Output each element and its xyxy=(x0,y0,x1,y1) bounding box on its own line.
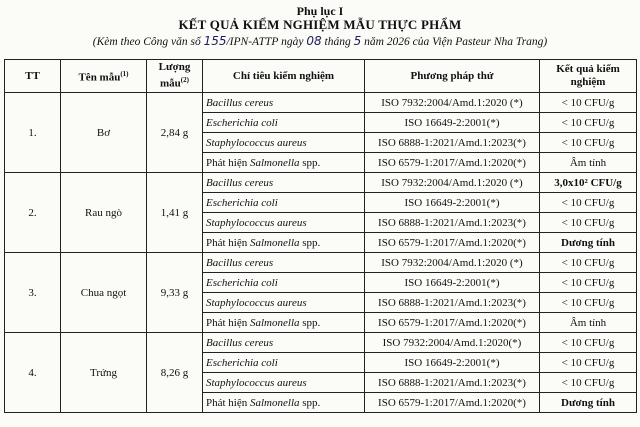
test-result: < 10 CFU/g xyxy=(540,273,637,293)
test-indicator xyxy=(203,153,365,173)
document-title: KẾT QUẢ KIỂM NGHIỆM MẪU THỰC PHẨM xyxy=(178,17,462,32)
organism-name: Bacillus cereus xyxy=(206,176,274,189)
test-indicator xyxy=(203,373,365,393)
test-indicator xyxy=(203,173,365,193)
test-result: < 10 CFU/g xyxy=(540,333,637,353)
col-header-method: Phương pháp thử xyxy=(365,60,540,93)
test-indicator xyxy=(203,253,365,273)
indicator-prefix: Phát hiện xyxy=(206,396,250,409)
table-row xyxy=(5,173,637,193)
organism-name: Staphylococcus aureus xyxy=(206,376,307,389)
test-indicator xyxy=(203,133,365,153)
test-result: Dương tính xyxy=(540,233,637,253)
test-result: < 10 CFU/g xyxy=(540,213,637,233)
test-method: ISO 6579-1:2017/Amd.1:2020(*) xyxy=(365,313,540,333)
organism-name: Escherichia coli xyxy=(206,196,278,209)
sample-name: Rau ngò xyxy=(61,173,147,253)
test-method: ISO 7932:2004/Amd.1:2020 (*) xyxy=(365,253,540,273)
organism-name: Staphylococcus aureus xyxy=(206,136,307,149)
test-result: Âm tính xyxy=(540,313,637,333)
month-label: tháng xyxy=(324,36,351,48)
sample-weight: 1,41 g xyxy=(147,173,203,253)
sample-weight: 2,84 g xyxy=(147,93,203,173)
test-result: Dương tính xyxy=(540,393,637,413)
test-method: ISO 16649-2:2001(*) xyxy=(365,273,540,293)
sample-name: Trứng xyxy=(61,333,147,413)
results-table xyxy=(4,59,637,413)
test-result: < 10 CFU/g xyxy=(540,353,637,373)
test-method: ISO 6888-1:2021/Amd.1:2023(*) xyxy=(365,213,540,233)
organism-name: Escherichia coli xyxy=(206,356,278,369)
organism-name: Escherichia coli xyxy=(206,276,278,289)
sample-weight: 9,33 g xyxy=(147,253,203,333)
test-indicator xyxy=(203,213,365,233)
organism-name: Bacillus cereus xyxy=(206,96,274,109)
sample-weight: 8,26 g xyxy=(147,333,203,413)
test-method: ISO 6579-1:2017/Amd.1:2020(*) xyxy=(365,393,540,413)
test-indicator xyxy=(203,273,365,293)
organism-name: Bacillus cereus xyxy=(206,336,274,349)
table-header-row xyxy=(5,60,637,93)
test-result: < 10 CFU/g xyxy=(540,373,637,393)
test-indicator xyxy=(203,233,365,253)
test-result: < 10 CFU/g xyxy=(540,133,637,153)
subtitle-prefix: (Kèm theo Công văn số xyxy=(92,36,201,48)
test-indicator xyxy=(203,293,365,313)
organism-name: Salmonella xyxy=(250,236,300,249)
sample-number: 2. xyxy=(5,173,61,253)
test-result: < 10 CFU/g xyxy=(540,253,637,273)
test-method: ISO 6579-1:2017/Amd.1:2020(*) xyxy=(365,233,540,253)
organism-name: Salmonella xyxy=(250,316,300,329)
col-header-tt: TT xyxy=(5,60,61,93)
test-result: 3,0x10² CFU/g xyxy=(540,173,637,193)
document-subtitle xyxy=(0,34,640,48)
test-method: ISO 16649-2:2001(*) xyxy=(365,193,540,213)
test-indicator xyxy=(203,113,365,133)
organism-name: Staphylococcus aureus xyxy=(206,216,307,229)
test-method: ISO 16649-2:2001(*) xyxy=(365,353,540,373)
indicator-prefix: Phát hiện xyxy=(206,316,250,329)
handwritten-doc-number: 155 xyxy=(203,34,227,48)
test-indicator xyxy=(203,93,365,113)
test-result: < 10 CFU/g xyxy=(540,193,637,213)
test-indicator xyxy=(203,313,365,333)
test-result: < 10 CFU/g xyxy=(540,293,637,313)
appendix-label: Phụ lục I xyxy=(296,4,344,18)
test-indicator xyxy=(203,393,365,413)
test-result: Âm tính xyxy=(540,153,637,173)
indicator-prefix: Phát hiện xyxy=(206,236,250,249)
test-method: ISO 7932:2004/Amd.1:2020(*) xyxy=(365,333,540,353)
col-header-weight: Lượng mẫu$^{(2)}$ xyxy=(147,60,203,93)
indicator-suffix: spp. xyxy=(299,156,321,169)
indicator-suffix: spp. xyxy=(299,396,321,409)
test-indicator xyxy=(203,193,365,213)
test-method: ISO 16649-2:2001(*) xyxy=(365,113,540,133)
table-row xyxy=(5,253,637,273)
subtitle-suffix: năm 2026 của Viện Pasteur Nha Trang) xyxy=(364,36,548,48)
indicator-suffix: spp. xyxy=(299,316,321,329)
indicator-prefix: Phát hiện xyxy=(206,156,250,169)
test-indicator xyxy=(203,333,365,353)
indicator-suffix: spp. xyxy=(299,236,321,249)
sample-name: Bơ xyxy=(61,93,147,173)
sample-number: 3. xyxy=(5,253,61,333)
sample-name: Chua ngọt xyxy=(61,253,147,333)
test-method: ISO 7932:2004/Amd.1:2020 (*) xyxy=(365,173,540,193)
organism-name: Staphylococcus aureus xyxy=(206,296,307,309)
table-body xyxy=(5,93,637,413)
organism-name: Salmonella xyxy=(250,396,300,409)
col-header-result: Kết quả kiểm nghiệm xyxy=(540,60,637,93)
test-result: < 10 CFU/g xyxy=(540,93,637,113)
organism-name: Bacillus cereus xyxy=(206,256,274,269)
subtitle-mid: /IPN-ATTP ngày xyxy=(226,36,304,48)
col-header-name: Tên mẫu$^{(1)}$ xyxy=(61,60,147,93)
handwritten-month: 5 xyxy=(353,34,362,48)
test-method: ISO 7932:2004/Amd.1:2020 (*) xyxy=(365,93,540,113)
col-header-indicator: Chỉ tiêu kiểm nghiệm xyxy=(203,60,365,93)
test-indicator xyxy=(203,353,365,373)
test-method: ISO 6888-1:2021/Amd.1:2023(*) xyxy=(365,373,540,393)
test-method: ISO 6888-1:2021/Amd.1:2023(*) xyxy=(365,133,540,153)
handwritten-day: 08 xyxy=(306,34,322,48)
sample-number: 1. xyxy=(5,93,61,173)
test-method: ISO 6888-1:2021/Amd.1:2023(*) xyxy=(365,293,540,313)
table-row xyxy=(5,93,637,113)
test-method: ISO 6579-1:2017/Amd.1:2020(*) xyxy=(365,153,540,173)
table-row xyxy=(5,333,637,353)
test-result: < 10 CFU/g xyxy=(540,113,637,133)
organism-name: Salmonella xyxy=(250,156,300,169)
sample-number: 4. xyxy=(5,333,61,413)
organism-name: Escherichia coli xyxy=(206,116,278,129)
